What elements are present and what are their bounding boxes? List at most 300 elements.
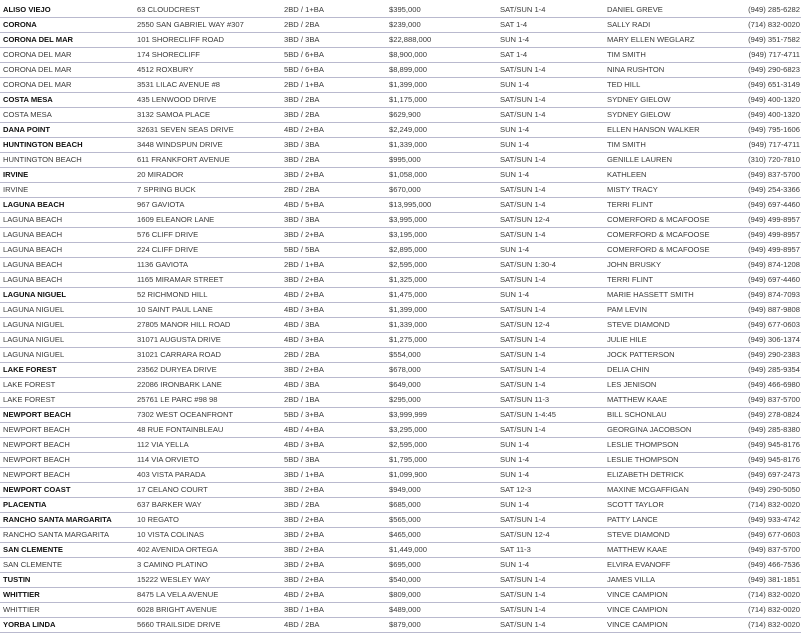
address-cell: 4512 ROXBURY [137, 65, 194, 74]
phone-cell: (714) 832-0020 [748, 605, 800, 614]
open-house-time-cell: SUN 1-4 [500, 125, 530, 134]
price-cell: $3,295,000 [389, 425, 428, 434]
bed-bath-cell: 2BD / 2BA [284, 350, 320, 359]
agent-name-cell: JOHN BRUSKY [607, 260, 662, 269]
city-cell: RANCHO SANTA MARGARITA [3, 515, 112, 524]
agent-name-cell: PAM LEVIN [607, 305, 647, 314]
bed-bath-cell: 3BD / 3BA [284, 215, 320, 224]
city-cell: ALISO VIEJO [3, 5, 51, 14]
listing-row [0, 273, 801, 288]
bed-bath-cell: 4BD / 3BA [284, 380, 320, 389]
phone-cell: (949) 499-8957 [748, 215, 800, 224]
listing-row [0, 573, 801, 588]
listing-row [0, 393, 801, 408]
open-house-time-cell: SAT 1-4 [500, 20, 528, 29]
phone-cell: (949) 837-5700 [748, 545, 800, 554]
agent-name-cell: STEVE DIAMOND [607, 320, 670, 329]
price-cell: $2,595,000 [389, 440, 428, 449]
listing-row [0, 423, 801, 438]
open-house-time-cell: SUN 1-4 [500, 140, 530, 149]
open-house-time-cell: SAT/SUN 1-4 [500, 515, 546, 524]
phone-cell: (949) 933-4742 [748, 515, 800, 524]
bed-bath-cell: 3BD / 2+BA [284, 560, 324, 569]
open-house-time-cell: SAT/SUN 1-4:45 [500, 410, 556, 419]
address-cell: 403 VISTA PARADA [137, 470, 206, 479]
open-house-time-cell: SAT/SUN 1-4 [500, 230, 546, 239]
listing-row [0, 558, 801, 573]
agent-name-cell: VINCE CAMPION [607, 605, 668, 614]
open-house-time-cell: SAT/SUN 1-4 [500, 335, 546, 344]
price-cell: $8,900,000 [389, 50, 428, 59]
city-cell: LAGUNA BEACH [3, 230, 63, 239]
open-house-time-cell: SAT/SUN 11-3 [500, 395, 550, 404]
city-cell: WHITTIER [3, 590, 40, 599]
bed-bath-cell: 3BD / 2BA [284, 95, 320, 104]
bed-bath-cell: 4BD / 3+BA [284, 335, 324, 344]
listing-row [0, 63, 801, 78]
open-house-time-cell: SAT/SUN 1-4 [500, 590, 546, 599]
listing-row [0, 618, 801, 633]
open-house-time-cell: SAT 1-4 [500, 50, 528, 59]
city-cell: COSTA MESA [3, 95, 53, 104]
address-cell: 576 CLIFF DRIVE [137, 230, 199, 239]
listing-row [0, 528, 801, 543]
bed-bath-cell: 2BD / 2BA [284, 20, 320, 29]
listing-row [0, 153, 801, 168]
price-cell: $949,000 [389, 485, 421, 494]
address-cell: 3132 SAMOA PLACE [137, 110, 211, 119]
agent-name-cell: SCOTT TAYLOR [607, 500, 664, 509]
address-cell: 101 SHORECLIFF ROAD [137, 35, 224, 44]
listing-row [0, 603, 801, 618]
listing-row [0, 228, 801, 243]
agent-name-cell: TERRI FLINT [607, 275, 653, 284]
listing-row [0, 108, 801, 123]
city-cell: TUSTIN [3, 575, 31, 584]
open-house-time-cell: SUN 1-4 [500, 440, 530, 449]
price-cell: $1,399,000 [389, 305, 428, 314]
price-cell: $1,475,000 [389, 290, 428, 299]
address-cell: 22086 IRONBARK LANE [137, 380, 222, 389]
city-cell: CORONA DEL MAR [3, 35, 74, 44]
bed-bath-cell: 3BD / 2+BA [284, 485, 324, 494]
address-cell: 637 BARKER WAY [137, 500, 202, 509]
city-cell: HUNTINGTON BEACH [3, 155, 82, 164]
phone-cell: (949) 285-6282 [748, 5, 800, 14]
phone-cell: (310) 720-7810 [748, 155, 800, 164]
listing-row [0, 288, 801, 303]
listing-row [0, 18, 801, 33]
agent-name-cell: SYDNEY GIELOW [607, 110, 671, 119]
listing-row [0, 543, 801, 558]
city-cell: NEWPORT BEACH [3, 410, 71, 419]
city-cell: RANCHO SANTA MARGARITA [3, 530, 110, 539]
bed-bath-cell: 4BD / 3+BA [284, 305, 324, 314]
city-cell: LAKE FOREST [3, 395, 56, 404]
phone-cell: (949) 290-6823 [748, 65, 800, 74]
bed-bath-cell: 5BD / 3BA [284, 455, 320, 464]
bed-bath-cell: 3BD / 2+BA [284, 170, 324, 179]
city-cell: LAKE FOREST [3, 365, 57, 374]
city-cell: LAGUNA BEACH [3, 215, 63, 224]
agent-name-cell: MATTHEW KAAE [607, 395, 668, 404]
city-cell: LAGUNA BEACH [3, 260, 63, 269]
listing-row [0, 213, 801, 228]
bed-bath-cell: 3BD / 2+BA [284, 545, 324, 554]
address-cell: 967 GAVIOTA [137, 200, 185, 209]
bed-bath-cell: 2BD / 1BA [284, 395, 320, 404]
bed-bath-cell: 2BD / 1+BA [284, 80, 324, 89]
phone-cell: (714) 832-0020 [748, 590, 800, 599]
open-house-time-cell: SAT/SUN 1-4 [500, 155, 546, 164]
agent-name-cell: COMERFORD & MCAFOOSE [607, 230, 710, 239]
bed-bath-cell: 5BD / 3+BA [284, 410, 324, 419]
phone-cell: (949) 677-0603 [748, 320, 800, 329]
bed-bath-cell: 4BD / 2BA [284, 620, 320, 629]
address-cell: 27805 MANOR HILL ROAD [137, 320, 231, 329]
agent-name-cell: TERRI FLINT [607, 200, 653, 209]
open-house-time-cell: SAT/SUN 1-4 [500, 365, 546, 374]
open-house-time-cell: SUN 1-4 [500, 470, 530, 479]
agent-name-cell: PATTY LANCE [607, 515, 658, 524]
open-house-time-cell: SAT/SUN 1-4 [500, 305, 546, 314]
bed-bath-cell: 3BD / 2BA [284, 110, 320, 119]
bed-bath-cell: 3BD / 2+BA [284, 530, 324, 539]
open-house-time-cell: SAT 11-3 [500, 545, 531, 554]
bed-bath-cell: 3BD / 3BA [284, 140, 320, 149]
price-cell: $2,895,000 [389, 245, 428, 254]
bed-bath-cell: 3BD / 2+BA [284, 230, 324, 239]
listing-row [0, 498, 801, 513]
price-cell: $554,000 [389, 350, 421, 359]
phone-cell: (949) 837-5700 [748, 170, 800, 179]
bed-bath-cell: 5BD / 5BA [284, 245, 320, 254]
price-cell: $649,000 [389, 380, 421, 389]
price-cell: $2,249,000 [389, 125, 428, 134]
open-house-time-cell: SUN 1-4 [500, 35, 530, 44]
phone-cell: (949) 400-1320 [748, 95, 800, 104]
listing-row [0, 513, 801, 528]
open-house-time-cell: SAT/SUN 1-4 [500, 380, 546, 389]
phone-cell: (949) 290-2383 [748, 350, 800, 359]
address-cell: 5660 TRAILSIDE DRIVE [137, 620, 221, 629]
agent-name-cell: TIM SMITH [607, 140, 646, 149]
open-house-time-cell: SAT/SUN 1-4 [500, 200, 546, 209]
city-cell: YORBA LINDA [3, 620, 56, 629]
phone-cell: (949) 290-5050 [748, 485, 800, 494]
address-cell: 224 CLIFF DRIVE [137, 245, 199, 254]
listing-row [0, 243, 801, 258]
agent-name-cell: VINCE CAMPION [607, 590, 668, 599]
price-cell: $540,000 [389, 575, 421, 584]
address-cell: 174 SHORECLIFF [137, 50, 200, 59]
bed-bath-cell: 5BD / 6+BA [284, 65, 324, 74]
address-cell: 32631 SEVEN SEAS DRIVE [137, 125, 234, 134]
address-cell: 114 VIA ORVIETO [137, 455, 200, 464]
city-cell: LAGUNA NIGUEL [3, 320, 65, 329]
agent-name-cell: STEVE DIAMOND [607, 530, 670, 539]
city-cell: LAGUNA NIGUEL [3, 290, 66, 299]
price-cell: $695,000 [389, 560, 421, 569]
city-cell: WHITTIER [3, 605, 40, 614]
price-cell: $1,099,900 [389, 470, 428, 479]
city-cell: CORONA [3, 20, 37, 29]
city-cell: LAGUNA NIGUEL [3, 335, 65, 344]
city-cell: CORONA DEL MAR [3, 65, 72, 74]
price-cell: $879,000 [389, 620, 421, 629]
price-cell: $1,339,000 [389, 320, 428, 329]
city-cell: COSTA MESA [3, 110, 52, 119]
agent-name-cell: GEORGINA JACOBSON [607, 425, 692, 434]
agent-name-cell: MAXINE MCGAFFIGAN [607, 485, 689, 494]
bed-bath-cell: 4BD / 5+BA [284, 200, 324, 209]
open-house-time-cell: SAT 12-3 [500, 485, 532, 494]
address-cell: 8475 LA VELA AVENUE [137, 590, 219, 599]
address-cell: 611 FRANKFORT AVENUE [137, 155, 230, 164]
open-house-time-cell: SAT/SUN 1-4 [500, 65, 546, 74]
city-cell: NEWPORT BEACH [3, 440, 70, 449]
price-cell: $1,449,000 [389, 545, 428, 554]
city-cell: CORONA DEL MAR [3, 80, 72, 89]
price-cell: $3,195,000 [389, 230, 428, 239]
price-cell: $8,899,000 [389, 65, 428, 74]
price-cell: $678,000 [389, 365, 421, 374]
phone-cell: (949) 466-7536 [748, 560, 800, 569]
price-cell: $1,795,000 [389, 455, 428, 464]
listing-row [0, 183, 801, 198]
address-cell: 31021 CARRARA ROAD [137, 350, 221, 359]
city-cell: DANA POINT [3, 125, 50, 134]
price-cell: $22,888,000 [389, 35, 432, 44]
agent-name-cell: GENILLE LAUREN [607, 155, 672, 164]
agent-name-cell: NINA RUSHTON [607, 65, 665, 74]
city-cell: SAN CLEMENTE [3, 560, 63, 569]
phone-cell: (949) 837-5700 [748, 395, 800, 404]
address-cell: 52 RICHMOND HILL [137, 290, 208, 299]
phone-cell: (949) 795-1606 [748, 125, 800, 134]
phone-cell: (714) 832-0020 [748, 20, 800, 29]
price-cell: $3,999,999 [389, 410, 428, 419]
address-cell: 1609 ELEANOR LANE [137, 215, 215, 224]
phone-cell: (949) 466-6980 [748, 380, 800, 389]
listing-row [0, 453, 801, 468]
agent-name-cell: JOCK PATTERSON [607, 350, 675, 359]
open-house-time-cell: SAT/SUN 1-4 [500, 620, 546, 629]
open-house-time-cell: SAT/SUN 1-4 [500, 275, 546, 284]
agent-name-cell: DELIA CHIN [607, 365, 650, 374]
agent-name-cell: BILL SCHONLAU [607, 410, 667, 419]
listing-row [0, 483, 801, 498]
agent-name-cell: TED HILL [607, 80, 641, 89]
open-house-time-cell: SAT/SUN 1-4 [500, 5, 546, 14]
agent-name-cell: VINCE CAMPION [607, 620, 668, 629]
phone-cell: (714) 832-0020 [748, 500, 800, 509]
bed-bath-cell: 2BD / 1+BA [284, 5, 324, 14]
city-cell: NEWPORT COAST [3, 485, 71, 494]
bed-bath-cell: 4BD / 2+BA [284, 125, 324, 134]
address-cell: 3448 WINDSPUN DRIVE [137, 140, 223, 149]
price-cell: $629,900 [389, 110, 421, 119]
listing-row [0, 123, 801, 138]
price-cell: $465,000 [389, 530, 421, 539]
listing-row [0, 378, 801, 393]
listing-row [0, 303, 801, 318]
price-cell: $13,995,000 [389, 200, 432, 209]
agent-name-cell: COMERFORD & MCAFOOSE [607, 215, 710, 224]
phone-cell: (949) 285-8380 [748, 425, 800, 434]
open-house-time-cell: SUN 1-4 [500, 290, 530, 299]
open-house-time-cell: SUN 1-4 [500, 560, 530, 569]
agent-name-cell: LESLIE THOMPSON [607, 455, 679, 464]
agent-name-cell: LES JENISON [607, 380, 657, 389]
address-cell: 48 RUE FONTAINBLEAU [137, 425, 224, 434]
address-cell: 20 MIRADOR [137, 170, 184, 179]
open-house-time-cell: SAT/SUN 1-4 [500, 605, 546, 614]
bed-bath-cell: 3BD / 2+BA [284, 575, 324, 584]
address-cell: 10 SAINT PAUL LANE [137, 305, 213, 314]
address-cell: 63 CLOUDCREST [137, 5, 200, 14]
price-cell: $3,995,000 [389, 215, 428, 224]
listing-row [0, 348, 801, 363]
listing-row [0, 78, 801, 93]
listing-row [0, 438, 801, 453]
bed-bath-cell: 3BD / 1+BA [284, 470, 324, 479]
bed-bath-cell: 3BD / 2+BA [284, 515, 324, 524]
agent-name-cell: SALLY RADI [607, 20, 651, 29]
city-cell: CORONA DEL MAR [3, 50, 72, 59]
price-cell: $565,000 [389, 515, 421, 524]
bed-bath-cell: 4BD / 2+BA [284, 290, 324, 299]
open-house-time-cell: SAT/SUN 12-4 [500, 530, 550, 539]
address-cell: 1165 MIRAMAR STREET [137, 275, 224, 284]
listing-row [0, 588, 801, 603]
listing-row [0, 93, 801, 108]
bed-bath-cell: 4BD / 3BA [284, 320, 320, 329]
address-cell: 3 CAMINO PLATINO [137, 560, 208, 569]
open-house-time-cell: SAT/SUN 1-4 [500, 350, 546, 359]
open-house-time-cell: SUN 1-4 [500, 80, 530, 89]
address-cell: 17 CELANO COURT [137, 485, 208, 494]
phone-cell: (949) 677-0603 [748, 530, 800, 539]
phone-cell: (949) 945-8176 [748, 440, 800, 449]
listing-row [0, 48, 801, 63]
agent-name-cell: ELLEN HANSON WALKER [607, 125, 700, 134]
phone-cell: (949) 254-3366 [748, 185, 800, 194]
agent-name-cell: ELIZABETH DETRICK [607, 470, 684, 479]
open-house-time-cell: SAT/SUN 1-4 [500, 425, 546, 434]
agent-name-cell: TIM SMITH [607, 50, 646, 59]
address-cell: 10 VISTA COLINAS [137, 530, 204, 539]
price-cell: $1,175,000 [389, 95, 428, 104]
open-house-time-cell: SAT/SUN 1-4 [500, 95, 546, 104]
phone-cell: (949) 697-2473 [748, 470, 800, 479]
city-cell: NEWPORT BEACH [3, 455, 70, 464]
phone-cell: (949) 697-4460 [748, 275, 800, 284]
price-cell: $685,000 [389, 500, 421, 509]
price-cell: $1,399,000 [389, 80, 428, 89]
listing-row [0, 3, 801, 18]
listing-row [0, 258, 801, 273]
address-cell: 7 SPRING BUCK [137, 185, 196, 194]
city-cell: PLACENTIA [3, 500, 47, 509]
agent-name-cell: JULIE HILE [607, 335, 647, 344]
listing-row [0, 408, 801, 423]
bed-bath-cell: 5BD / 6+BA [284, 50, 324, 59]
address-cell: 15222 WESLEY WAY [137, 575, 211, 584]
open-house-time-cell: SUN 1-4 [500, 455, 530, 464]
phone-cell: (949) 499-8957 [748, 245, 800, 254]
price-cell: $395,000 [389, 5, 421, 14]
city-cell: SAN CLEMENTE [3, 545, 63, 554]
listing-row [0, 468, 801, 483]
address-cell: 25761 LE PARC #98 98 [137, 395, 218, 404]
price-cell: $295,000 [389, 395, 421, 404]
phone-cell: (949) 306-1374 [748, 335, 800, 344]
open-house-time-cell: SAT/SUN 12-4 [500, 320, 550, 329]
phone-cell: (949) 945-8176 [748, 455, 800, 464]
listing-row [0, 363, 801, 378]
address-cell: 6028 BRIGHT AVENUE [137, 605, 217, 614]
phone-cell: (949) 651-3149 [748, 80, 800, 89]
address-cell: 3531 LILAC AVENUE #8 [137, 80, 221, 89]
address-cell: 435 LENWOOD DRIVE [137, 95, 217, 104]
address-cell: 10 REGATO [137, 515, 179, 524]
bed-bath-cell: 3BD / 1+BA [284, 605, 324, 614]
city-cell: IRVINE [3, 170, 29, 179]
city-cell: NEWPORT BEACH [3, 425, 70, 434]
price-cell: $1,275,000 [389, 335, 428, 344]
phone-cell: (949) 400-1320 [748, 110, 800, 119]
agent-name-cell: LESLIE THOMPSON [607, 440, 679, 449]
bed-bath-cell: 4BD / 4+BA [284, 425, 324, 434]
price-cell: $670,000 [389, 185, 421, 194]
city-cell: IRVINE [3, 185, 29, 194]
address-cell: 2550 SAN GABRIEL WAY #307 [137, 20, 244, 29]
agent-name-cell: MATTHEW KAAE [607, 545, 668, 554]
phone-cell: (949) 717-4711 [748, 50, 800, 59]
bed-bath-cell: 3BD / 2BA [284, 155, 320, 164]
open-house-time-cell: SAT/SUN 1-4 [500, 185, 546, 194]
phone-cell: (949) 697-4460 [748, 200, 800, 209]
listing-row [0, 333, 801, 348]
agent-name-cell: JAMES VILLA [607, 575, 656, 584]
open-house-time-cell: SAT/SUN 1-4 [500, 110, 546, 119]
listing-row [0, 138, 801, 153]
phone-cell: (949) 887-9808 [748, 305, 800, 314]
listing-row [0, 198, 801, 213]
address-cell: 7302 WEST OCEANFRONT [137, 410, 234, 419]
agent-name-cell: DANIEL GREVE [607, 5, 663, 14]
city-cell: LAKE FOREST [3, 380, 56, 389]
bed-bath-cell: 3BD / 2+BA [284, 365, 324, 374]
price-cell: $239,000 [389, 20, 421, 29]
city-cell: LAGUNA NIGUEL [3, 305, 65, 314]
agent-name-cell: SYDNEY GIELOW [607, 95, 671, 104]
address-cell: 402 AVENIDA ORTEGA [137, 545, 218, 554]
phone-cell: (949) 499-8957 [748, 230, 800, 239]
city-cell: LAGUNA BEACH [3, 245, 63, 254]
price-cell: $809,000 [389, 590, 421, 599]
price-cell: $1,325,000 [389, 275, 428, 284]
bed-bath-cell: 3BD / 2BA [284, 500, 320, 509]
bed-bath-cell: 4BD / 3+BA [284, 440, 324, 449]
bed-bath-cell: 2BD / 1+BA [284, 260, 324, 269]
bed-bath-cell: 3BD / 2+BA [284, 275, 324, 284]
open-house-time-cell: SAT/SUN 1:30-4 [500, 260, 556, 269]
price-cell: $1,339,000 [389, 140, 428, 149]
city-cell: LAGUNA NIGUEL [3, 350, 65, 359]
city-cell: LAGUNA BEACH [3, 200, 65, 209]
